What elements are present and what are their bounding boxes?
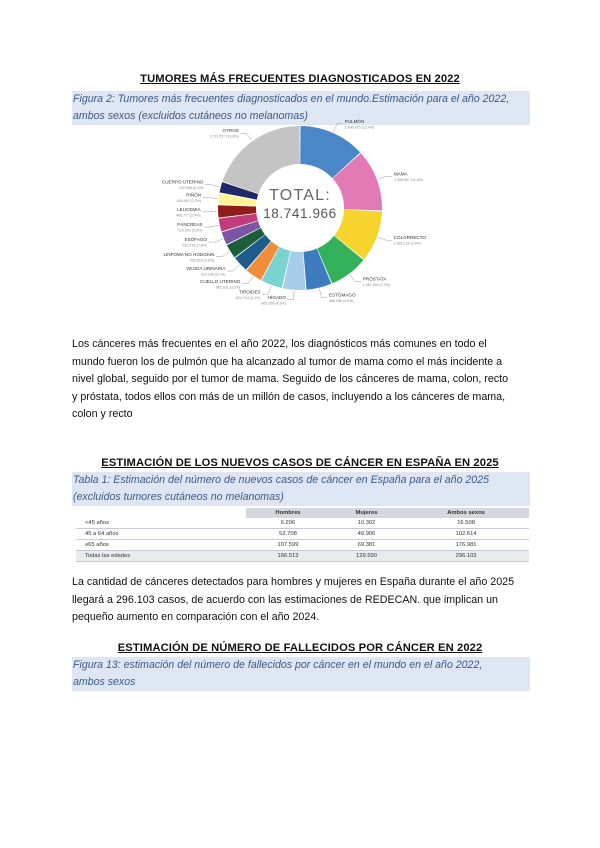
leader-line xyxy=(240,133,251,140)
slice-label: CUELLO UTERINO xyxy=(200,278,241,284)
table-cell: 49.906 xyxy=(330,529,403,540)
leader-line xyxy=(319,289,327,298)
slice-value-label: 661.021 (3,3%) xyxy=(215,285,241,290)
slice-value-label: 553.010 (2,8%) xyxy=(189,258,215,263)
section3-heading: ESTIMACIÓN DE NÚMERO DE FALLECIDOS POR CÁNCER EN 2022 xyxy=(117,642,483,654)
slice-value-label: 486.777 (2,4%) xyxy=(176,213,201,218)
table-cell: 166.513 xyxy=(246,551,330,562)
slice-value-label: 968.350 (4,9%) xyxy=(328,298,354,303)
table-header-cell: Mujeres xyxy=(330,508,403,518)
slice-label: ESÓFAGO xyxy=(184,237,208,243)
table1-caption xyxy=(72,472,530,506)
paragraph-line: nivel global, seguido por el tumor de mama. Seguido de los cánceres de mama, colon, recto xyxy=(72,373,509,386)
slice-value-label: 420.368 (2,1%) xyxy=(178,186,204,191)
section2-heading: ESTIMACIÓN DE LOS NUEVOS CASOS DE CÁNCER EN ESPAÑA EN 2025 xyxy=(101,457,499,469)
slice-label: ESTÓMAGO xyxy=(328,292,356,298)
slice-label: OTROS xyxy=(222,128,239,134)
section1-paragraph xyxy=(72,336,529,424)
slice-value-label: 510.716 (2,6%) xyxy=(182,243,208,248)
slice-label: LINFOMA NO HODGKIN xyxy=(163,251,215,257)
caption-line: Figura 13: estimación del número de fallecidos por cáncer en el mundo en el año 2022, xyxy=(73,659,483,671)
paragraph-line: mundo fueron los de pulmón que ha alcanzado al tumor de mama como el más incidente a xyxy=(72,355,503,368)
slice-label: COLORRECTO xyxy=(393,235,427,241)
caption-line: ambos sexos (excluidos cutáneos no melanomas) xyxy=(73,110,308,122)
slice-label: PRÓSTATA xyxy=(362,276,387,282)
table-cell: 102.614 xyxy=(403,529,529,540)
table-header-cell: Hombres xyxy=(246,508,330,518)
table-cell: <45 años xyxy=(76,518,246,529)
table-cell: 52.708 xyxy=(246,529,330,540)
paragraph-line: Los cánceres más frecuentes en el año 2022, los diagnósticos más comunes en todo el xyxy=(72,338,487,350)
slice-value-label: 614.298 (3,1%) xyxy=(200,272,226,277)
slice-label: CUERPO UTERINO xyxy=(161,179,204,185)
table-cell: 45 a 64 años xyxy=(76,529,246,540)
figure13-caption xyxy=(72,657,530,691)
table-header-row xyxy=(76,508,529,518)
slice-value-label: 1.926.118 (9,6%) xyxy=(393,241,421,246)
table-header-cell: Ambos sexos xyxy=(403,508,529,518)
paragraph-line: La cantidad de cánceres detectados para hombres y mujeres en España durante el año 2025 xyxy=(72,576,515,588)
leader-line xyxy=(203,198,218,199)
donut-center-label: TOTAL: xyxy=(269,187,331,204)
caption-line: (excluidos tumores cutáneos no melanomas) xyxy=(73,491,284,503)
leader-line xyxy=(242,276,253,283)
table-cell: 10.302 xyxy=(330,518,403,529)
slice-label: MAMA xyxy=(393,171,408,177)
table-cell: 6.206 xyxy=(246,518,330,529)
table-row xyxy=(76,518,529,529)
slice-value-label: 510.992 (2,6%) xyxy=(177,228,203,233)
table-cell: 176.981 xyxy=(403,540,529,551)
leader-line xyxy=(209,239,223,242)
paragraph-line: pequeño aumento en comparación con el año 2024. xyxy=(72,611,320,624)
slice-value-label: 434.840 (2,2%) xyxy=(176,199,202,204)
slice-value-label: 821.214 (4,1%) xyxy=(236,295,261,300)
leader-line xyxy=(227,265,240,271)
table-cell: 16.508 xyxy=(403,518,529,529)
paragraph-line: llegará a 296.103 casos, de acuerdo con las estimaciones de REDECAN. que implican un xyxy=(72,593,498,606)
caption-line: Figura 2: Tumores más frecuentes diagnosticados en el mundo.Estimación para el año 2022, xyxy=(73,93,510,105)
table-cell: 129.590 xyxy=(330,551,403,562)
section2-paragraph xyxy=(72,574,529,627)
section1-heading: TUMORES MÁS FRECUENTES DIAGNOSTICADOS EN 2022 xyxy=(140,73,460,85)
slice-value-label: 1.467.854 (7,3%) xyxy=(362,283,391,288)
table-cell: 69.381 xyxy=(330,540,403,551)
leader-line xyxy=(287,291,294,300)
paragraph-line: y próstata, todos ellos con más de un millón de casos, incluyendo a los cánceres de mama, xyxy=(72,390,506,403)
table-cell: Todas las edades xyxy=(76,551,246,562)
slice-value-label: 2.308.897 (11,6%) xyxy=(393,177,424,182)
table-cell: ≥65 años xyxy=(76,540,246,551)
table-row xyxy=(76,529,529,540)
slice-label: HÍGADO xyxy=(267,294,286,300)
slice-label: TIROIDES xyxy=(238,289,261,295)
leader-line xyxy=(216,252,230,257)
leader-line xyxy=(262,286,271,294)
slice-label: PULMÓN xyxy=(344,118,365,124)
slice-label: PÁNCREAS xyxy=(177,222,203,228)
leader-line xyxy=(378,176,392,179)
leader-line xyxy=(204,225,219,227)
donut-center-value: 18.741.966 xyxy=(263,206,337,221)
leader-line xyxy=(350,274,361,281)
leader-line xyxy=(205,185,220,187)
slice-label: LEUCEMIA xyxy=(177,206,201,212)
table-row xyxy=(76,540,529,551)
table-cell: 296.103 xyxy=(403,551,529,562)
caption-line: Tabla 1: Estimación del número de nuevos casos de cáncer en España para el año 2025 xyxy=(73,474,489,486)
tumor-donut-chart xyxy=(150,118,450,334)
slice-value-label: 2.480.675 (12,4%) xyxy=(344,125,375,130)
table-row-total xyxy=(76,551,529,562)
table-cell: 107.599 xyxy=(246,540,330,551)
leader-line xyxy=(378,237,392,240)
figure2-caption xyxy=(72,91,530,125)
cases-table xyxy=(76,508,529,562)
slice-label: VEJIGA URINARIA xyxy=(186,265,226,271)
leader-line xyxy=(334,124,344,132)
slice-value-label: 865.269 (4,3%) xyxy=(261,301,286,306)
paragraph-line: colon y recto xyxy=(72,408,133,421)
slice-value-label: 3.711.537 (19,8%) xyxy=(209,134,239,139)
slice-label: RIÑÓN xyxy=(186,192,202,198)
table-header-cell xyxy=(76,508,246,518)
caption-line: ambos sexos xyxy=(73,676,136,688)
